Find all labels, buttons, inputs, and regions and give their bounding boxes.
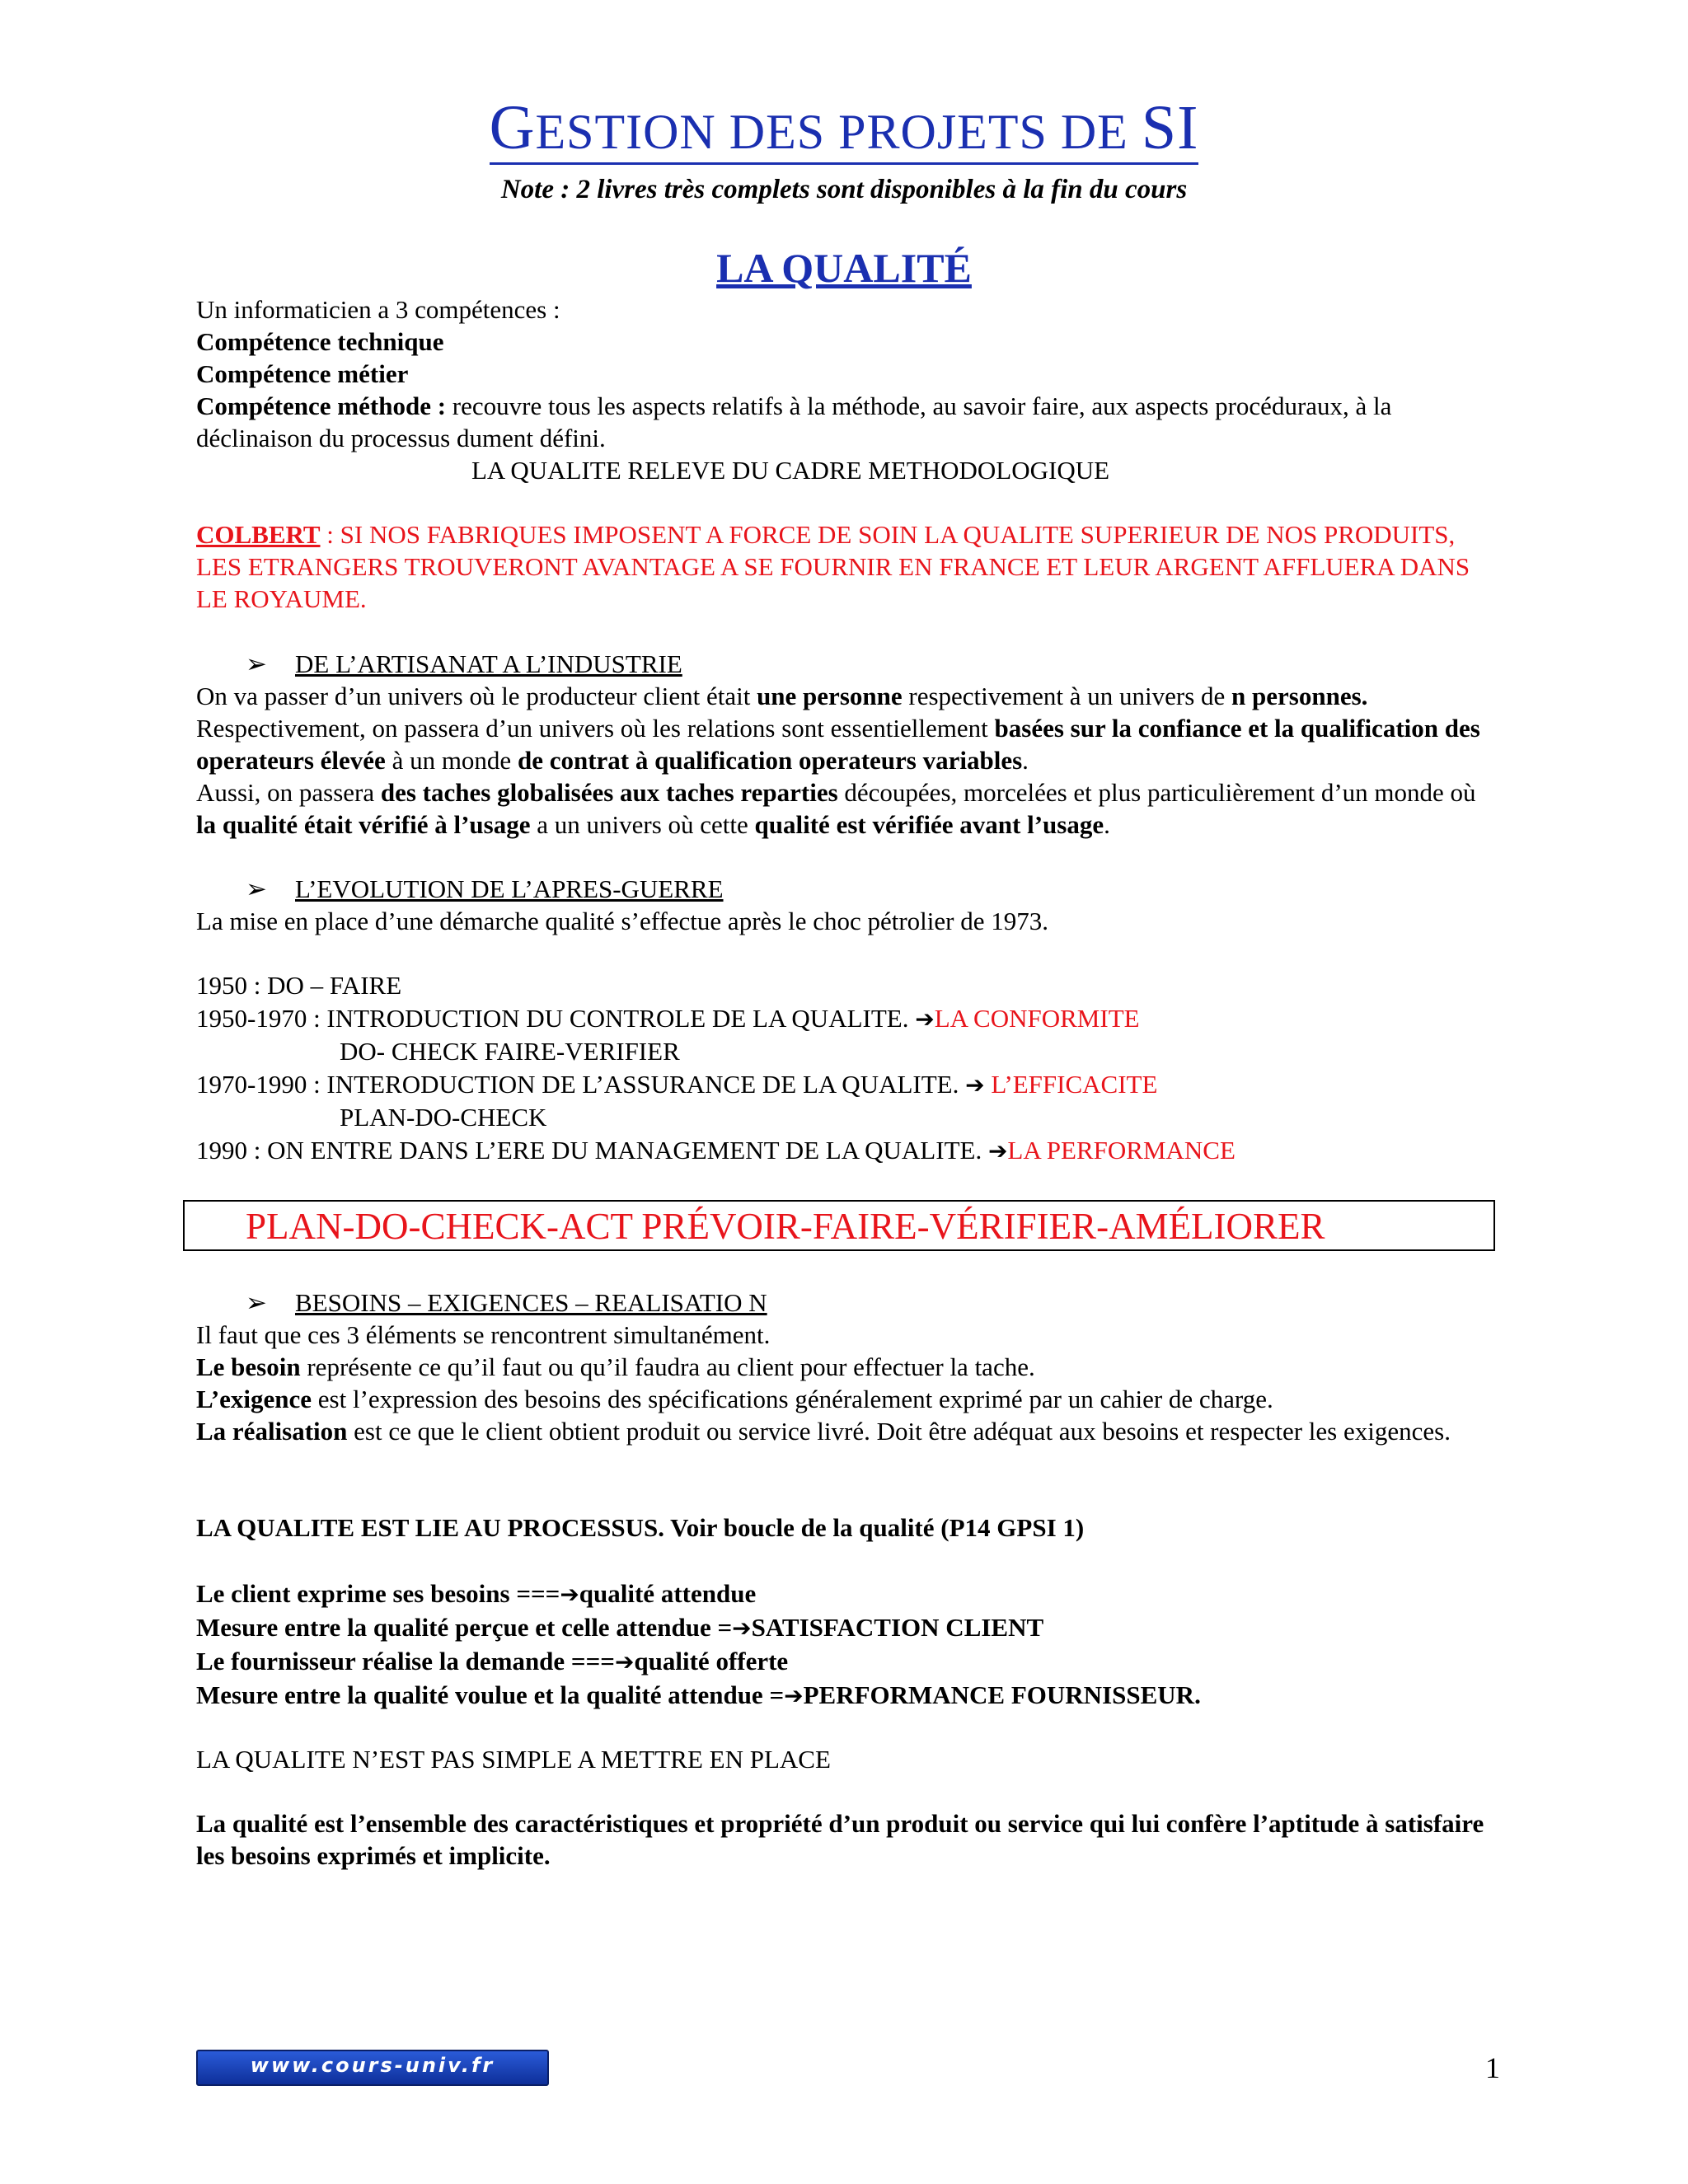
exigence-definition <box>196 1383 1498 1415</box>
text-run: découpées, morcelées et plus particulièrement d’un monde où <box>837 778 1476 807</box>
text-run: Aussi, on passera <box>196 778 381 807</box>
text-run: 1970-1990 : INTERODUCTION DE L’ASSURANCE DE LA QUALITE. <box>196 1070 966 1099</box>
title-rest: ESTION DES PROJETS DE <box>535 105 1142 159</box>
bullet-icon: ➢ <box>246 649 267 678</box>
competence-metier: Compétence métier <box>196 359 409 388</box>
text-run: a un univers où cette <box>530 810 755 839</box>
colbert-name: COLBERT <box>196 520 321 549</box>
simple-statement: LA QUALITE N’EST PAS SIMPLE A METTRE EN PLACE <box>196 1745 831 1774</box>
text-run: 1990 : ON ENTRE DANS L’ERE DU MANAGEMENT DE LA QUALITE. <box>196 1136 988 1165</box>
colbert-text: : SI NOS FABRIQUES IMPOSENT A FORCE DE SOIN LA QUALITE SUPERIEUR DE NOS PRODUITS, LES ETRANGERS TROUVERONT AVANTAGE A SE FOURNIR EN FRANCE ET LEUR ARGENT AFFLUERA DANS LE ROYAUME. <box>196 520 1470 613</box>
site-logo[interactable] <box>196 2050 549 2086</box>
besoin-definition <box>196 1351 1498 1383</box>
pdca-text: PLAN-DO-CHECK-ACT PRÉVOIR-FAIRE-VÉRIFIER-AMÉLIORER <box>246 1206 1325 1247</box>
title-end: SI <box>1141 93 1199 162</box>
text-run: . <box>1022 746 1029 775</box>
timeline-1950-1970-sub: DO- CHECK FAIRE-VERIFIER <box>340 1037 680 1066</box>
text-run: La réalisation <box>196 1417 348 1446</box>
competence-technique: Compétence technique <box>196 327 444 356</box>
section-heading-artisanat: DE L’ARTISANAT A L’INDUSTRIE <box>295 649 682 678</box>
timeline-1970-1990 <box>196 1068 1498 1101</box>
arrow-right-icon: ➔ <box>915 1005 935 1033</box>
text-run: basées sur la confiance et la qualification des operateurs élevée <box>196 714 1480 775</box>
site-logo-text: www.cours-univ.fr <box>250 2054 495 2077</box>
title-initial: G <box>489 93 536 162</box>
arrow-right-icon: ➔ <box>614 1648 635 1675</box>
text-run: qualité est vérifiée avant l’usage <box>754 810 1104 839</box>
text-run: est ce que le client obtient produit ou service livré. Doit être adéquat aux besoins et respecter les exigences. <box>347 1417 1451 1446</box>
page-number: 1 <box>1485 2051 1500 2084</box>
arrow-right-icon: ➔ <box>732 1615 752 1642</box>
section-heading-apres-guerre: L’EVOLUTION DE L’APRES-GUERRE <box>295 874 724 903</box>
text-run: Le client exprime ses besoins === <box>196 1579 560 1608</box>
document-title <box>0 93 1688 165</box>
qualite-definition: La qualité est l’ensemble des caractéristiques et propriété d’un produit ou service qui lui confère l’aptitude à satisfaire les besoins exprimés et implicite. <box>196 1809 1484 1870</box>
arrow-right-icon: ➔ <box>784 1682 804 1709</box>
timeline-1970-1990-sub: PLAN-DO-CHECK <box>340 1103 547 1132</box>
mesure-line-1 <box>196 1577 1498 1610</box>
section-title: LA QUALITÉ <box>716 245 972 291</box>
timeline-1950: 1950 : DO – FAIRE <box>196 971 402 1000</box>
arrow-right-icon: ➔ <box>965 1071 985 1099</box>
methode-label: Compétence méthode : <box>196 391 447 420</box>
text-run: Respectivement, on passera d’un univers où les relations sont essentiellement <box>196 714 995 743</box>
text-run: Mesure entre la qualité perçue et celle attendue = <box>196 1613 733 1642</box>
methode-text: recouvre tous les aspects relatifs à la méthode, au savoir faire, aux aspects procéduraux, à la déclinaison du processus dument défini. <box>196 391 1392 452</box>
text-run: n personnes. <box>1231 682 1368 710</box>
document-note: Note : 2 livres très complets sont disponibles à la fin du cours <box>500 175 1188 204</box>
mesure-line-2 <box>196 1611 1498 1644</box>
intro-line: Un informaticien a 3 compétences : <box>196 295 560 324</box>
besoins-intro: Il faut que ces 3 éléments se rencontrent simultanément. <box>196 1320 771 1349</box>
text-run: 1950-1970 : INTRODUCTION DU CONTROLE DE LA QUALITE. <box>196 1004 916 1033</box>
text-run: Mesure entre la qualité voulue et la qualité attendue = <box>196 1680 785 1709</box>
text-run: L’EFFICACITE <box>984 1070 1158 1099</box>
section-heading-besoins: BESOINS – EXIGENCES – REALISATIO N <box>295 1288 767 1317</box>
processus-statement: LA QUALITE EST LIE AU PROCESSUS. Voir boucle de la qualité (P14 GPSI 1) <box>196 1513 1085 1542</box>
text-run: une personne <box>757 682 903 710</box>
text-run: . <box>1104 810 1110 839</box>
colbert-quote <box>196 518 1482 615</box>
pdca-box <box>183 1200 1495 1251</box>
competence-methode <box>196 390 1498 454</box>
text-run: la qualité était vérifié à l’usage <box>196 810 531 839</box>
timeline-1990 <box>196 1134 1498 1167</box>
text-run: SATISFACTION CLIENT <box>751 1613 1044 1642</box>
artisanat-paragraph-3 <box>196 776 1498 841</box>
text-run: LA PERFORMANCE <box>1007 1136 1236 1165</box>
methodo-statement: LA QUALITE RELEVE DU CADRE METHODOLOGIQUE <box>471 456 1110 485</box>
mesure-line-4 <box>196 1679 1498 1712</box>
realisation-definition <box>196 1415 1498 1447</box>
text-run: représente ce qu’il faut ou qu’il faudra au client pour effectuer la tache. <box>300 1352 1035 1381</box>
bullet-icon: ➢ <box>246 874 267 903</box>
text-run: des taches globalisées aux taches reparties <box>380 778 838 807</box>
apres-guerre-paragraph: La mise en place d’une démarche qualité s’effectue après le choc pétrolier de 1973. <box>196 907 1048 935</box>
text-run: est l’expression des besoins des spécifications généralement exprimé par un cahier de charge. <box>312 1385 1273 1413</box>
artisanat-paragraph-1 <box>196 680 1498 712</box>
text-run: PERFORMANCE FOURNISSEUR. <box>803 1680 1201 1709</box>
text-run: à un monde <box>385 746 518 775</box>
text-run: qualité offerte <box>634 1647 789 1675</box>
text-run: respectivement à un univers de <box>902 682 1232 710</box>
artisanat-paragraph-2 <box>196 712 1498 776</box>
mesure-line-3 <box>196 1645 1498 1678</box>
timeline-1950-1970 <box>196 1002 1498 1035</box>
arrow-right-icon: ➔ <box>560 1581 579 1608</box>
text-run: Le besoin <box>196 1352 301 1381</box>
arrow-right-icon: ➔ <box>987 1137 1008 1165</box>
text-run: Le fournisseur réalise la demande === <box>196 1647 615 1675</box>
text-run: LA CONFORMITE <box>934 1004 1140 1033</box>
text-run: L’exigence <box>196 1385 312 1413</box>
bullet-icon: ➢ <box>246 1288 267 1317</box>
text-run: de contrat à qualification operateurs variables <box>517 746 1023 775</box>
text-run: qualité attendue <box>579 1579 757 1608</box>
text-run: On va passer d’un univers où le producteur client était <box>196 682 757 710</box>
